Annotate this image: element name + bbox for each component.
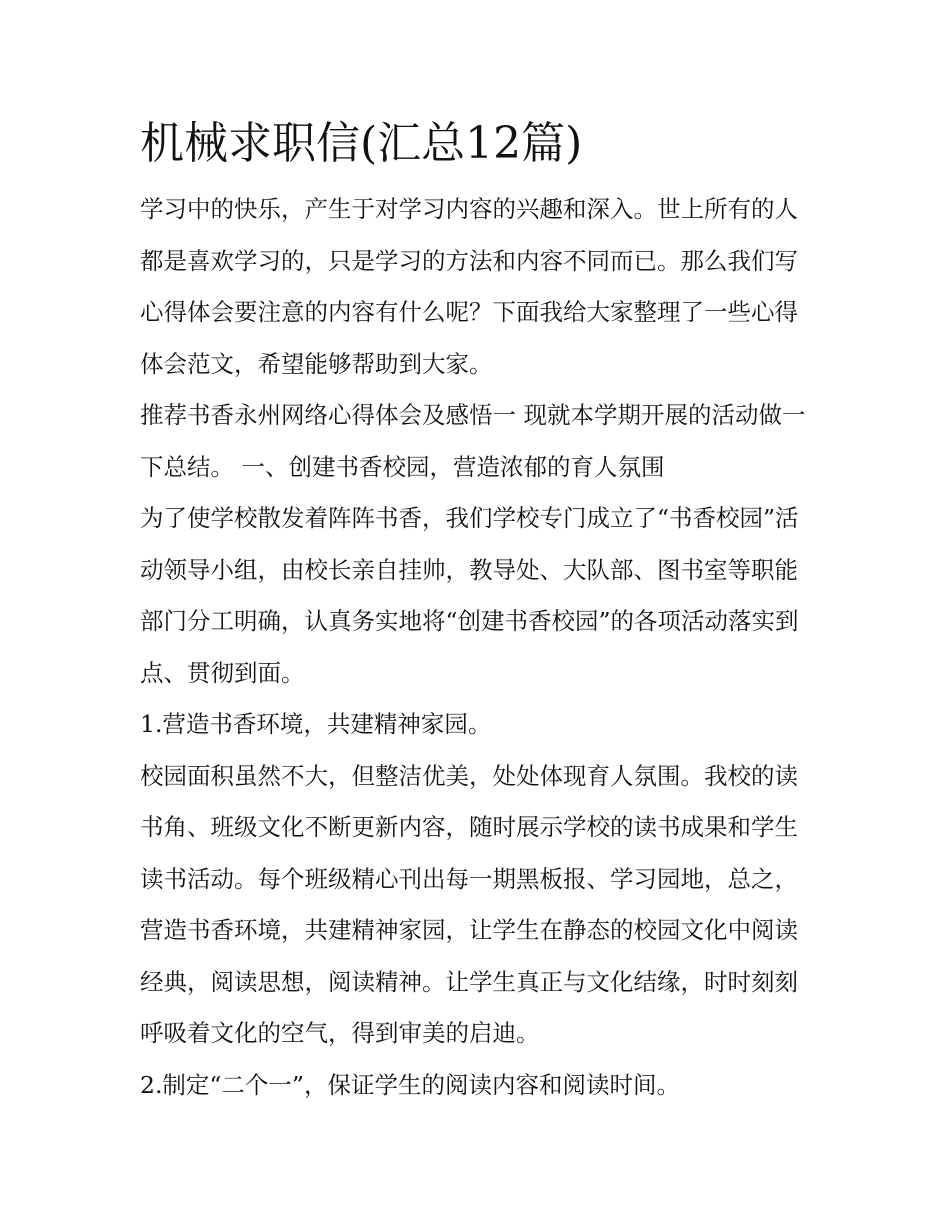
paragraph-leadership: 为了使学校散发着阵阵书香，我们学校专门成立了“书香校园”活动领导小组，由校长亲自挂帅，教导处、大队部、图书室等职能部门分工明确，认真务实地将“创建书香校园”的各项活动落实到点、贯彻到面。 [140, 504, 799, 687]
paragraph-heading-2: 2.制定“二个一”，保证学生的阅读内容和阅读时间。 [140, 1070, 680, 1099]
paragraph-summary-heading: 推荐书香永州网络心得体会及感悟一 现就本学期开展的活动做一下总结。 一、创建书香校园，营造浓郁的育人氛围 [140, 401, 806, 481]
paragraph-environment: 校园面积虽然不大，但整洁优美，处处体现育人氛围。我校的读书角、班级文化不断更新内容，随时展示学校的读书成果和学生读书活动。每个班级精心刊出每一期黑板报、学习园地，总之，营造书香环境，共建精神家园，让学生在静态的校园文化中阅读经典，阅读思想，阅读精神。让学生真正与文化结缘，时时刻刻呼吸着文化的空气，得到审美的启迪。 [140, 761, 798, 1047]
paragraph-heading-1: 1.营造书香环境，共建精神家园。 [140, 710, 492, 738]
document-title: 机械求职信(汇总12篇) [140, 118, 583, 169]
document-body [140, 184, 814, 1111]
paragraph-intro: 学习中的快乐，产生于对学习内容的兴趣和深入。世上所有的人都是喜欢学习的，只是学习的方法和内容不同而已。那么我们写心得体会要注意的内容有什么呢？下面我给大家整理了一些心得体会范文，希望能够帮助到大家。 [140, 195, 798, 378]
